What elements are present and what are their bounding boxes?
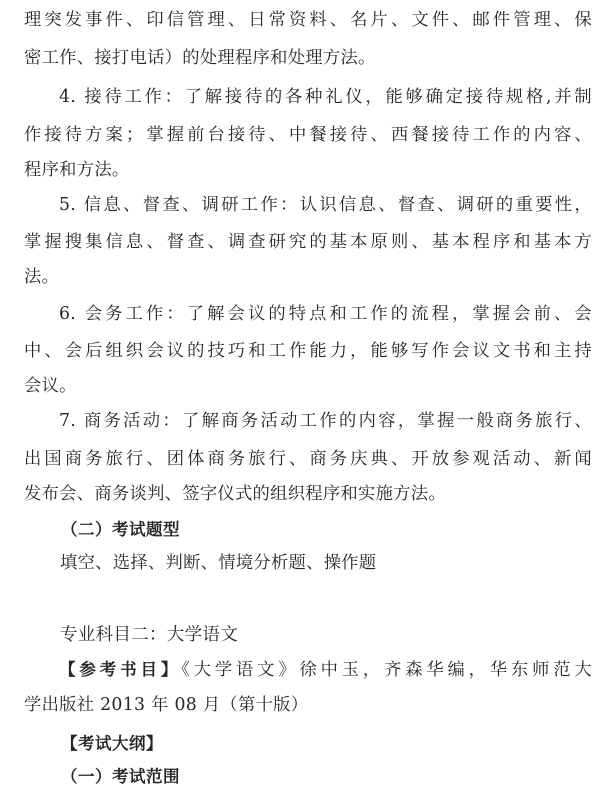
section-4-line: 4. 接待工作：了解接待的各种礼仪，能够确定接待规格,并制 <box>59 87 592 107</box>
paragraph-line: 发布会、商务谈判、签字仪式的组织程序和实施方法。 <box>24 484 446 504</box>
scope-heading: （一）考试范围 <box>61 767 180 786</box>
paragraph-line: 理突发事件、印信管理、日常资料、名片、文件、邮件管理、保 <box>24 10 592 30</box>
paragraph-line: 法。 <box>24 267 60 287</box>
section-7-line: 7. 商务活动：了解商务活动工作的内容，掌握一般商务旅行、 <box>59 411 592 431</box>
exam-type-heading: （二）考试题型 <box>61 520 180 539</box>
reference-text: 《大学语文》徐中玉，齐森华编，华东师范大 <box>181 660 592 680</box>
paragraph-line: 程序和方法。 <box>24 160 130 180</box>
section-6-line: 6. 会务工作：了解会议的特点和工作的流程，掌握会前、会 <box>59 304 592 324</box>
paragraph-line: 中、会后组织会议的技巧和工作能力，能够写作会议文书和主持 <box>24 341 592 361</box>
paragraph-line: 密工作、接打电话）的处理程序和处理方法。 <box>24 48 376 68</box>
paragraph-line: 掌握搜集信息、督查、调查研究的基本原则、基本程序和基本方 <box>24 232 592 252</box>
paragraph-line: 作接待方案；掌握前台接待、中餐接待、西餐接待工作的内容、 <box>24 125 592 145</box>
paragraph-line: 会议。 <box>24 376 77 396</box>
paragraph-line: 出国商务旅行、团体商务旅行、商务庆典、开放参观活动、新闻 <box>24 449 592 469</box>
subject-title: 专业科目二：大学语文 <box>60 625 238 645</box>
reference-line <box>59 657 592 683</box>
exam-type-text: 填空、选择、判断、情境分析题、操作题 <box>60 553 377 573</box>
reference-line-2: 学出版社 2013 年 08 月（第十版） <box>24 695 309 715</box>
reference-label: 【参考书目】 <box>59 660 182 679</box>
syllabus-heading: 【考试大纲】 <box>61 734 163 753</box>
section-5-line: 5. 信息、督查、调研工作：认识信息、督查、调研的重要性， <box>59 195 592 215</box>
